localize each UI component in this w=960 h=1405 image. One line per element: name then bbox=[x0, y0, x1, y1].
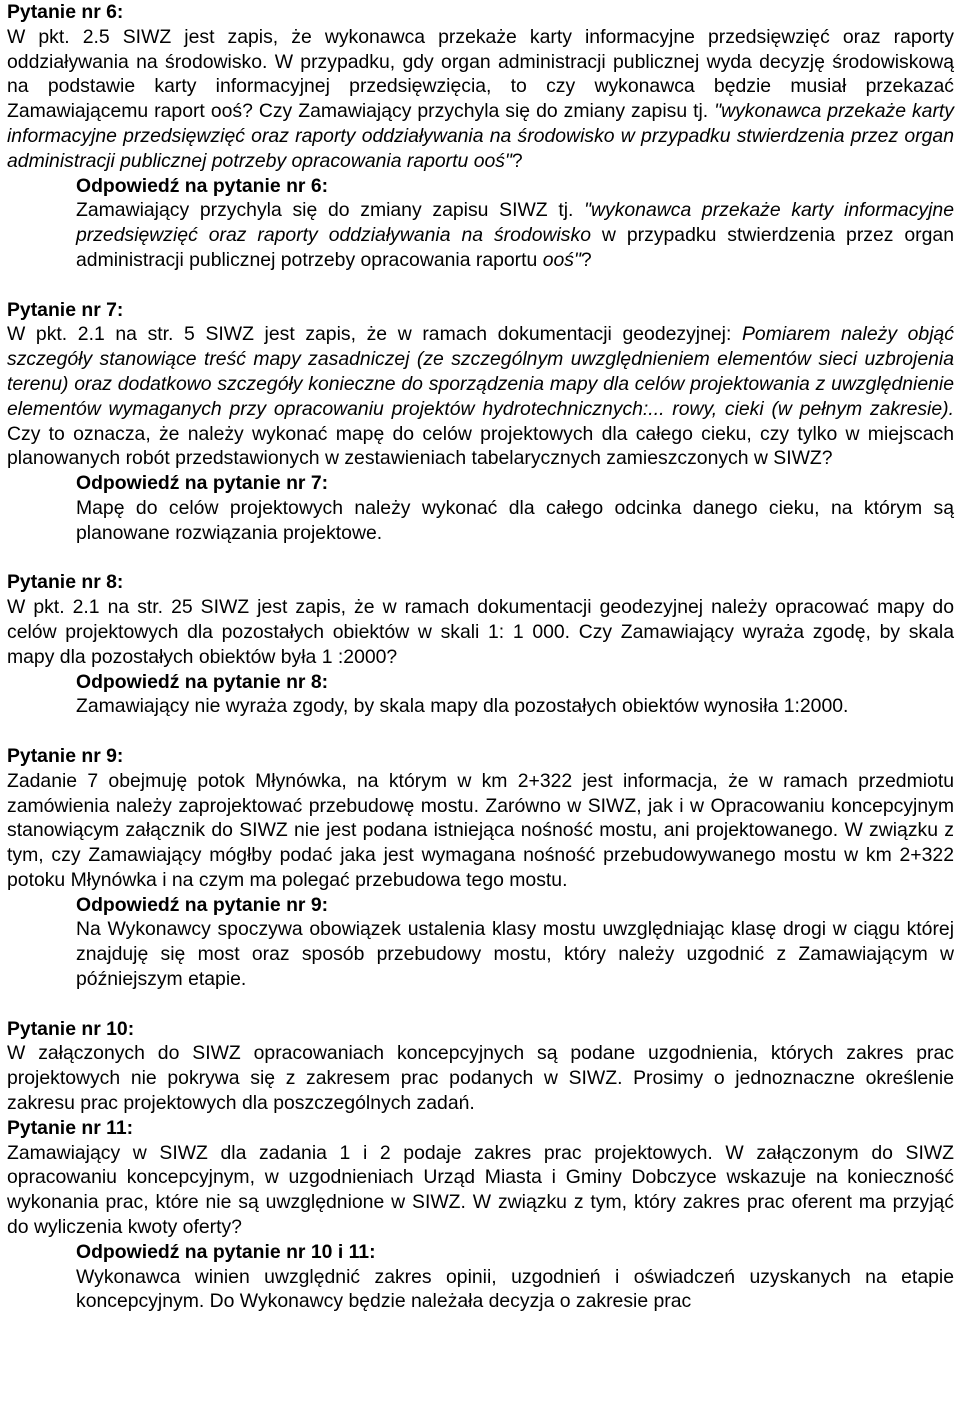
question-10-heading: Pytanie nr 10: bbox=[7, 1017, 135, 1040]
answer-9-heading: Odpowiedź na pytanie nr 9: bbox=[76, 893, 329, 916]
answer-8-text: Zamawiający nie wyraża zgody, by skala mapy dla pozostałych obiektów wynosiła 1:2000. bbox=[76, 695, 849, 718]
question-6-text: W pkt. 2.5 SIWZ jest zapis, że wykonawca przekaże karty informacyjne przedsięwzięć oraz raporty oddziaływania na środowisko. W przypadku, gdy organ administracji publicznej wyda decyzję środowiskową na podstawie karty informacyjnej przedsięwzięcia, to czy wykonawca będzie musiał przekazać Zamawiającemu raport ooś? Czy Zamawiający przychyla się do zmiany zapisu tj. "wykonawca przekaże karty informacyjne przedsięwzięć oraz raporty oddziaływania na środowisko w przypadku stwierdzenia przez organ administracji publicznej potrzeby opracowania raportu ooś"? bbox=[7, 25, 954, 172]
answer-9 bbox=[76, 893, 954, 992]
answer-7-text: Mapę do celów projektowych należy wykonać dla całego odcinka danego cieku, na którym są planowane rozwiązania projektowe. bbox=[76, 496, 954, 544]
answer-6-heading: Odpowiedź na pytanie nr 6: bbox=[76, 174, 329, 197]
question-11-heading: Pytanie nr 11: bbox=[7, 1116, 134, 1139]
answer-6-text: Zamawiający przychyla się do zmiany zapisu SIWZ tj. "wykonawca przekaże karty informacyjne przedsięwzięć oraz raporty oddziaływania na środowisko w przypadku stwierdzenia przez organ administracji publicznej potrzeby opracowania raportu ooś"? bbox=[76, 199, 954, 271]
question-11-text: Zamawiający w SIWZ dla zadania 1 i 2 podaje zakres prac projektowych. W załączonym do SIWZ opracowaniu koncepcyjnym, w uzgodnieniach Urząd Miasta i Gminy Dobczyce wskazuje na konieczność wykonania prac, które nie są uwzględnione w SIWZ. W związku z tym, który zakres prac oferent ma przyjąć do wyliczenia kwoty oferty? bbox=[7, 1141, 954, 1239]
answer-8-heading: Odpowiedź na pytanie nr 8: bbox=[76, 670, 329, 693]
question-9-heading: Pytanie nr 9: bbox=[7, 744, 124, 767]
answer-8 bbox=[76, 670, 954, 720]
question-7-text: W pkt. 2.1 na str. 5 SIWZ jest zapis, że w ramach dokumentacji geodezyjnej: Pomiarem należy objąć szczegóły stanowiące treść mapy zasadniczej (ze szczególnym uwzględnieniem elementów sieci uzbrojenia terenu) oraz dodatkowo szczegóły konieczne do sporządzenia mapy dla celów projektowania z uwzględnienie elementów wymaganych przy opracowaniu projektów hydrotechnicznych:... rowy, cieki (w pełnym zakresie). Czy to oznacza, że należy wykonać mapę do celów projektowych dla całego cieku, czy tylko w miejscach planowanych robót przedstawionych w zestawieniach tabelarycznych zamieszczonych w SIWZ? bbox=[7, 323, 954, 470]
question-6-heading: Pytanie nr 6: bbox=[7, 1, 124, 23]
answer-10-11 bbox=[76, 1240, 954, 1314]
question-7-heading: Pytanie nr 7: bbox=[7, 298, 124, 321]
question-8-heading: Pytanie nr 8: bbox=[7, 571, 124, 594]
question-8-text: W pkt. 2.1 na str. 25 SIWZ jest zapis, że w ramach dokumentacji geodezyjnej należy opracować mapy do celów projektowych dla pozostałych obiektów w skali 1: 1 000. Czy Zamawiający wyraża zgodę, by skala mapy dla pozostałych obiektów była 1 :2000? bbox=[7, 596, 954, 668]
answer-9-text: Na Wykonawcy spoczywa obowiązek ustalenia klasy mostu uwzględniając klasę drogi w ciągu której znajduję się most oraz sposób przebudowy mostu, który należy uzgodnić z Zamawiającym w późniejszym etapie. bbox=[76, 918, 954, 991]
answer-10-11-text: Wykonawca winien uwzględnić zakres opinii, uzgodnień i oświadczeń uzyskanych na etapie koncepcyjnym. Do Wykonawcy będzie należała decyzja o zakresie prac bbox=[76, 1265, 954, 1313]
answer-10-11-heading: Odpowiedź na pytanie nr 10 i 11: bbox=[76, 1240, 376, 1263]
answer-7 bbox=[76, 471, 954, 545]
answer-6 bbox=[76, 174, 954, 273]
answer-7-heading: Odpowiedź na pytanie nr 7: bbox=[76, 472, 329, 495]
question-9-text: Zadanie 7 obejmuję potok Młynówka, na którym w km 2+322 jest informacja, że w ramach przedmiotu zamówienia należy zaprojektować przebudowę mostu. Zarówno w SIWZ, jak i w Opracowaniu koncepcyjnym stanowiącym załącznik do SIWZ nie jest podana istniejąca nośność mostu, ani projektowanego. W związku z tym, czy Zamawiający mógłby podać jaka jest wymagana nośność przebudowywanego mostu w km 2+322 potoku Młynówka i na czym ma polegać przebudowa tego mostu. bbox=[7, 769, 954, 891]
question-10-text: W załączonych do SIWZ opracowaniach koncepcyjnych są podane uzgodnienia, których zakres prac projektowych nie pokrywa się z zakresem prac podanych w SIWZ. Prosimy o jednoznaczne określenie zakresu prac projektowych dla poszczególnych zadań. bbox=[7, 1042, 954, 1115]
